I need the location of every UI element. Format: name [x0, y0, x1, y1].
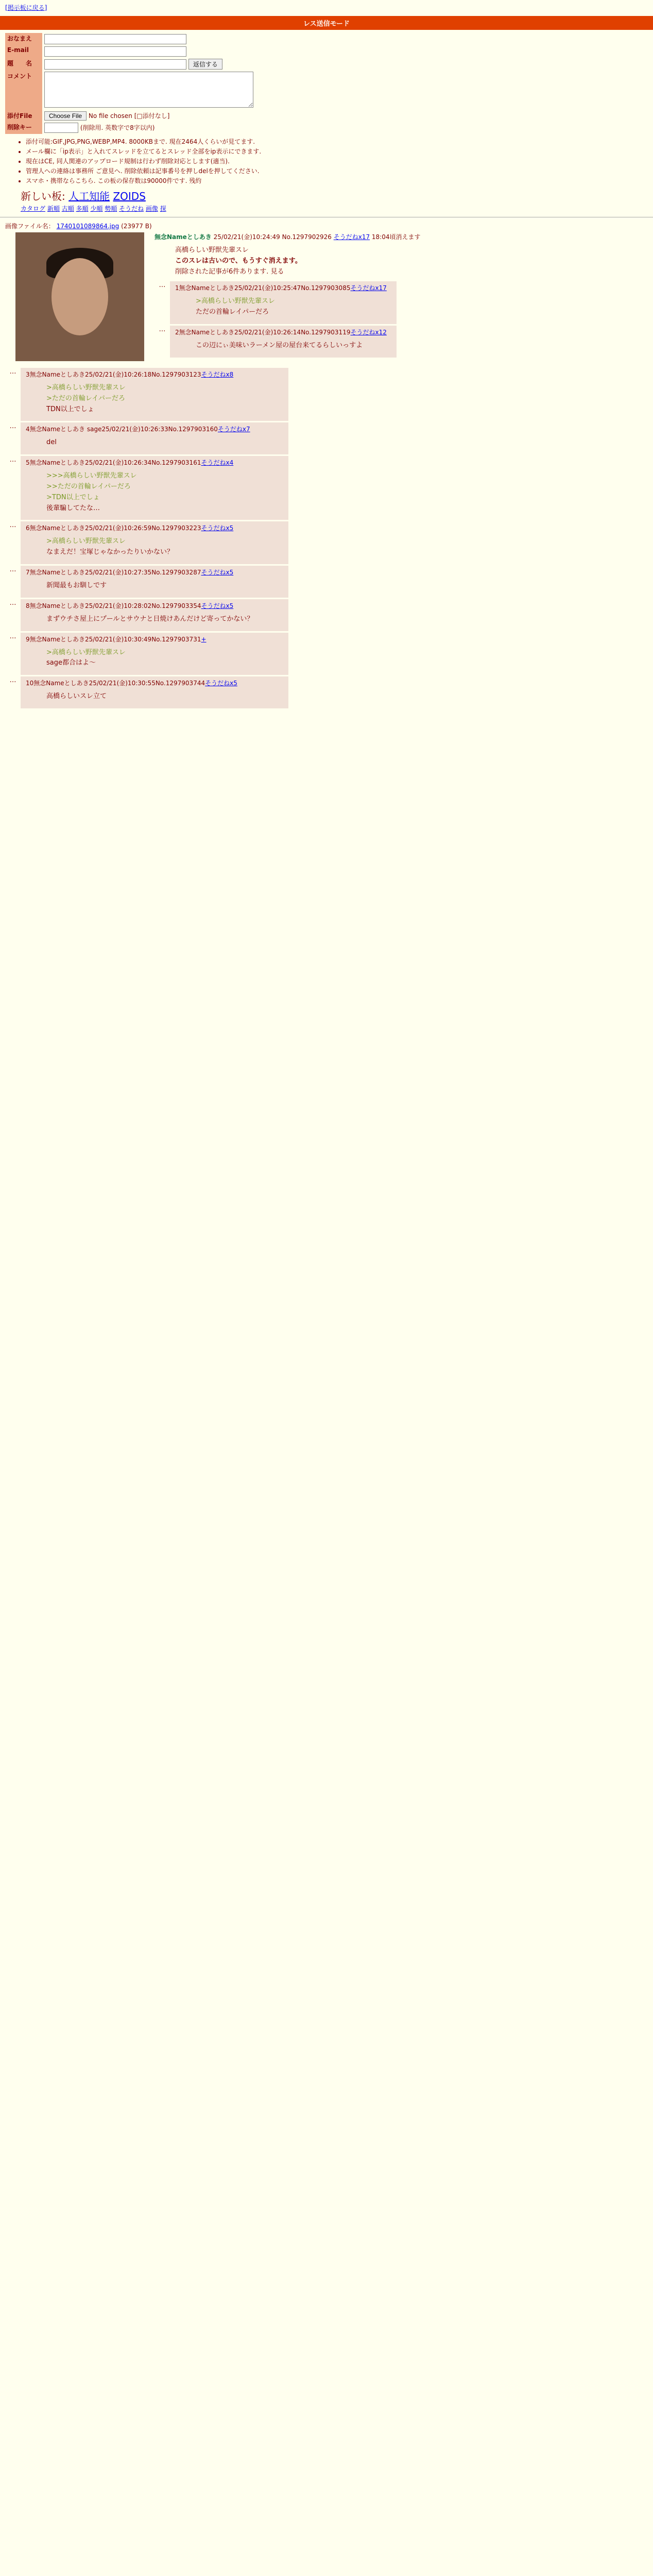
quote-line: >>>高橋らしい野獣先輩スレ — [46, 472, 137, 480]
sodane-button[interactable]: そうだねx5 — [201, 602, 234, 609]
reply-indent: … — [159, 325, 166, 333]
reply-indent: … — [9, 456, 16, 464]
body-line: この辺にぃ美味いラーメン屋の屋台来てるらしいっすよ — [196, 341, 363, 349]
delkey-label: 削除キー — [5, 122, 42, 134]
reply-body — [46, 437, 283, 448]
reply-header: 9無念Nameとしあき25/02/21(金)10:30:49No.1297903731 — [26, 635, 201, 643]
reply-row — [5, 422, 648, 454]
op-replies — [154, 281, 648, 357]
reply-meta — [26, 601, 283, 610]
note-item: • 添付可能:GIF,JPG,PNG,WEBP,MP4. 8000KBまで. 現在2464人くらいが見てます. — [26, 137, 648, 146]
subject-label: 題 名 — [5, 58, 42, 71]
body-line: 新聞最もお馴しです — [46, 581, 107, 589]
quote-line: >>ただの首輪レイパーだろ — [46, 482, 131, 490]
reply-header: 4無念Nameとしあき sage25/02/21(金)10:26:33No.1297903160 — [26, 426, 218, 433]
note-item: • メール欄に「ip表示」と入れてスレッドを立てるとスレッド全部をip表示にできます. — [26, 147, 648, 156]
choose-file-button[interactable]: Choose File — [44, 111, 87, 121]
reply-form — [0, 33, 653, 185]
back-to-board-link[interactable]: [掲示板に戻る] — [5, 4, 47, 11]
quote-line: >ただの首輪レイパーだろ — [46, 394, 125, 402]
reply-row — [5, 633, 648, 675]
board-notes — [26, 137, 648, 185]
reply-post — [21, 566, 288, 598]
sodane-button[interactable]: そうだねx17 — [333, 233, 370, 241]
reply-body — [46, 383, 283, 415]
reply-header: 7無念Nameとしあき25/02/21(金)10:27:35No.1297903287 — [26, 568, 201, 576]
sodane-button[interactable]: そうだねx12 — [350, 328, 387, 336]
reply-mode-bar: レス送信モード — [0, 16, 653, 30]
nav-link[interactable]: 新順 — [47, 205, 60, 212]
body-line: TDN以上でしょ — [46, 405, 94, 413]
file-label: 添付File — [5, 110, 42, 122]
reply-indent: … — [9, 521, 16, 530]
reply-post — [21, 676, 288, 708]
reply-post — [21, 456, 288, 520]
reply-row — [5, 599, 648, 631]
reply-row — [5, 521, 648, 564]
new-board-prefix: 新しい板: — [21, 190, 65, 202]
sodane-button[interactable]: そうだねx7 — [217, 426, 250, 433]
reply-row — [154, 326, 648, 358]
nav-link[interactable]: 画像 — [145, 205, 158, 212]
comment-label: コメント — [5, 71, 42, 110]
email-label: E-mail — [5, 45, 42, 58]
body-line: 高橋らしい野獣先輩スレ — [175, 246, 249, 254]
reply-row — [5, 676, 648, 708]
op-thumbnail[interactable] — [15, 232, 144, 361]
delkey-field[interactable] — [44, 123, 78, 133]
nav-link[interactable]: 勢順 — [105, 205, 117, 212]
nav-link[interactable]: 古順 — [61, 205, 74, 212]
reply-meta — [26, 635, 283, 643]
reply-post — [170, 281, 397, 324]
reply-indent: … — [9, 676, 16, 685]
nav-link[interactable]: 少順 — [90, 205, 103, 212]
reply-post — [21, 633, 288, 675]
nav-link[interactable]: 探 — [160, 205, 166, 212]
op-file-link[interactable]: 1740101089864.jpg — [56, 223, 119, 230]
reply-meta — [26, 679, 283, 687]
reply-indent: … — [159, 281, 166, 290]
reply-header: 10無念Nameとしあき25/02/21(金)10:30:55No.1297903744 — [26, 680, 205, 687]
textonly-checkbox-label[interactable]: [□添付なし] — [134, 112, 170, 120]
subject-field[interactable] — [44, 59, 186, 70]
body-line: del — [46, 438, 57, 447]
new-board-line — [0, 186, 653, 203]
body-line: sage都合はよ～ — [46, 659, 96, 667]
no-file-text: No file chosen — [88, 112, 132, 120]
reply-meta — [175, 283, 391, 292]
body-line: 高橋らしいスレ立て — [46, 692, 107, 701]
reply-indent: … — [9, 632, 16, 640]
submit-reply-button[interactable]: 返信する — [188, 59, 222, 70]
reply-body — [46, 691, 283, 702]
reply-meta — [26, 425, 283, 433]
reply-header: 6無念Nameとしあき25/02/21(金)10:26:59No.1297903223 — [26, 524, 201, 532]
new-board-link-ai[interactable]: 人工知能 — [68, 190, 110, 202]
reply-body — [46, 614, 283, 625]
name-label: おなまえ — [5, 33, 42, 45]
sodane-button[interactable]: + — [201, 635, 207, 643]
reply-indent: … — [9, 599, 16, 607]
reply-indent: … — [9, 565, 16, 573]
body-line: なまえだ！宝塚じゃなかったりいかない？ — [46, 548, 174, 556]
reply-post — [170, 326, 397, 358]
sort-links — [0, 203, 653, 213]
quote-line: >高橋らしい野獣先輩スレ — [196, 297, 275, 306]
sodane-button[interactable]: そうだねx4 — [201, 459, 234, 467]
reply-meta — [26, 523, 283, 532]
reply-header: 1無念Nameとしあき25/02/21(金)10:25:47No.1297903085 — [175, 284, 351, 292]
body-line: ただの首輪レイパーだろ — [196, 308, 269, 316]
reply-body — [196, 296, 391, 318]
sodane-button[interactable]: そうだねx17 — [350, 284, 387, 292]
reply-header: 3無念Nameとしあき25/02/21(金)10:26:18No.1297903123 — [26, 371, 201, 378]
body-line: このスレは古いので、もうすぐ消えます。 — [175, 257, 302, 265]
reply-meta — [26, 458, 283, 467]
quote-line: >高橋らしい野獣先輩スレ — [46, 537, 126, 546]
reply-header: 5無念Nameとしあき25/02/21(金)10:26:34No.1297903161 — [26, 459, 201, 467]
reply-meta — [26, 568, 283, 577]
reply-row — [154, 281, 648, 324]
quote-line: >TDN以上でしょ — [46, 493, 100, 501]
body-line: 削除された記事が6件あります. 見る — [175, 267, 284, 276]
nav-link[interactable]: そうだね — [119, 205, 144, 212]
reply-meta — [175, 328, 391, 336]
reply-body — [196, 341, 391, 351]
reply-indent: … — [9, 368, 16, 376]
sodane-button[interactable]: そうだねx5 — [201, 524, 234, 532]
sodane-button[interactable]: そうだねx5 — [201, 568, 234, 576]
op-body — [175, 245, 648, 277]
reply-post — [21, 599, 288, 631]
reply-body — [46, 648, 283, 669]
email-field[interactable] — [44, 46, 186, 57]
quote-line: >高橋らしい野獣先輩スレ — [46, 384, 126, 392]
note-item: • 管理人への連絡は事務所 ご意見へ. 削除依頼は記事番号を押しdelを押してください. — [26, 166, 648, 175]
body-line: まずウチさ屋上にプールとサウナと日焼けあんだけど寄ってかない？ — [46, 615, 254, 623]
reply-post — [21, 422, 288, 454]
reply-body — [46, 581, 283, 591]
sodane-button[interactable]: そうだねx5 — [205, 680, 237, 687]
reply-list — [0, 368, 653, 708]
reply-body — [46, 471, 283, 514]
new-board-link-zoids[interactable]: ZOIDS — [113, 190, 146, 202]
name-field[interactable] — [44, 34, 186, 44]
reply-header: 2無念Nameとしあき25/02/21(金)10:26:14No.1297903119 — [175, 328, 351, 336]
reply-body — [46, 536, 283, 558]
op-post — [0, 222, 653, 366]
note-item: • 現在はCE, 同人関連のアップロード規制は行わず削除対応とします(適当). — [26, 157, 648, 165]
sodane-button[interactable]: そうだねx8 — [201, 371, 234, 378]
reply-header: 8無念Nameとしあき25/02/21(金)10:28:02No.1297903354 — [26, 602, 201, 609]
delkey-note: (削除用. 英数字で8字以内) — [80, 124, 155, 131]
reply-row — [5, 456, 648, 520]
comment-field[interactable] — [44, 72, 253, 108]
top-nav — [0, 0, 653, 15]
op-meta: 無念Nameとしあき 25/02/21(金)10:24:49 No.1297902926 そうだねx17 18:04頃消えます — [154, 233, 421, 241]
body-line: 後輩騙してたな… — [46, 504, 100, 512]
note-item: • スマホ・携帯ならこちら. この板の保存数は90000件です. 残約 — [26, 176, 648, 185]
reply-row — [5, 368, 648, 421]
op-post-number[interactable]: No.1297902926 — [282, 233, 332, 241]
nav-link[interactable]: 多順 — [76, 205, 89, 212]
op-file-line: 画像ファイル名： 1740101089864.jpg (23977 B) — [5, 223, 152, 230]
reply-post — [21, 521, 288, 564]
reply-indent: … — [9, 422, 16, 431]
nav-link[interactable]: カタログ — [21, 205, 46, 212]
reply-meta — [26, 370, 283, 379]
reply-post — [21, 368, 288, 421]
reply-row — [5, 566, 648, 598]
quote-line: >高橋らしい野獣先輩スレ — [46, 648, 126, 656]
